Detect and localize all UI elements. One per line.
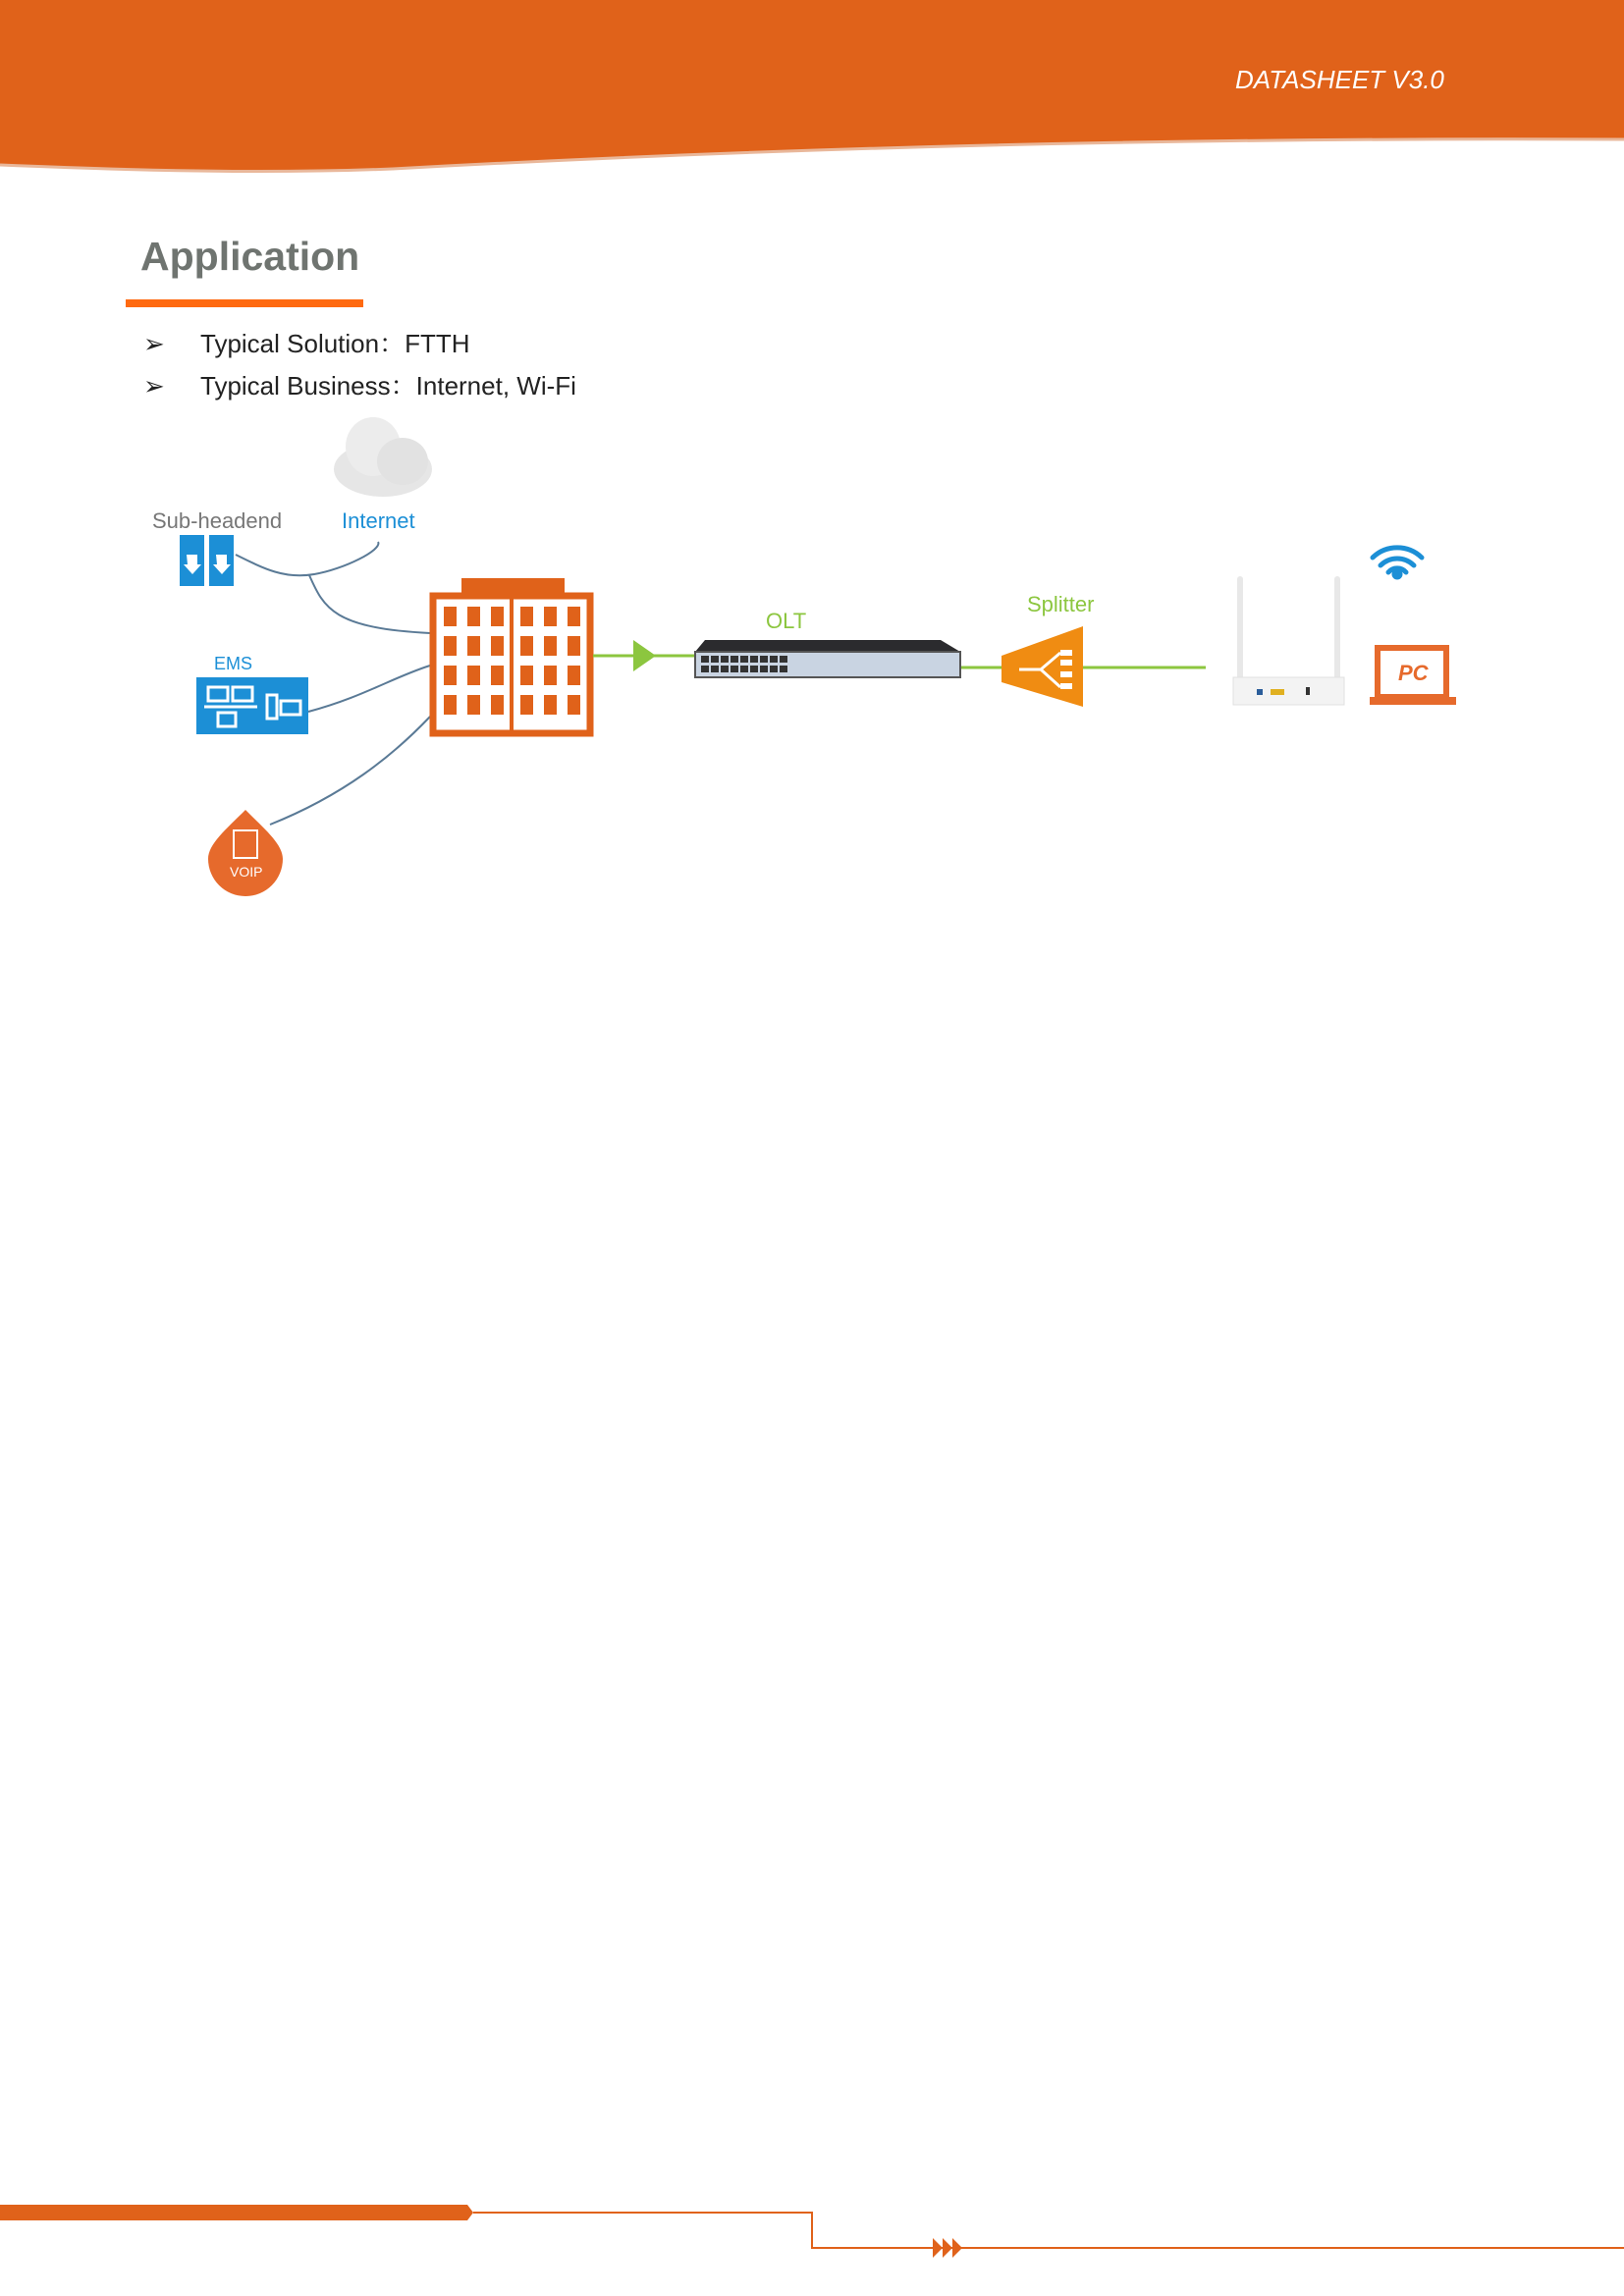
building-window (520, 695, 533, 715)
olt-port (760, 656, 768, 663)
olt-device (695, 640, 960, 677)
arrow-bullet-icon: ➢ (143, 371, 165, 400)
building-window (491, 666, 504, 685)
server-icon (180, 535, 234, 586)
olt-port (711, 656, 719, 663)
title-underline (126, 299, 363, 307)
olt-port (701, 666, 709, 672)
footer-decoration (0, 2205, 1624, 2258)
olt-port (770, 656, 778, 663)
building-window (520, 607, 533, 626)
section-title: Application (140, 234, 360, 279)
wifi-icon (1373, 548, 1422, 577)
building-window (544, 695, 557, 715)
bullet-typical-solution: ➢ Typical Solution：FTTH (143, 329, 470, 358)
building-window (444, 695, 457, 715)
building-window (568, 636, 580, 656)
building-window (544, 666, 557, 685)
datasheet-version: DATASHEET V3.0 (1235, 65, 1444, 94)
building-window (444, 666, 457, 685)
olt-port (760, 666, 768, 672)
olt-port (780, 656, 787, 663)
label-ems: EMS (214, 654, 253, 673)
building-window (520, 636, 533, 656)
label-olt: OLT (766, 609, 807, 633)
building-window (467, 666, 480, 685)
building-window (568, 695, 580, 715)
arrow-bullet-icon: ➢ (143, 329, 165, 358)
olt-port (731, 656, 738, 663)
olt-port (731, 666, 738, 672)
olt-port (770, 666, 778, 672)
building-window (568, 607, 580, 626)
label-splitter: Splitter (1027, 592, 1095, 616)
building-window (467, 636, 480, 656)
building-window (544, 636, 557, 656)
ems-icon (196, 677, 308, 734)
olt-port (750, 656, 758, 663)
olt-port (780, 666, 787, 672)
building-window (444, 636, 457, 656)
label-sub-headend: Sub-headend (152, 508, 283, 533)
olt-port (750, 666, 758, 672)
olt-port (721, 666, 729, 672)
label-internet: Internet (342, 508, 415, 533)
router-device (1233, 576, 1344, 705)
building-window (491, 695, 504, 715)
olt-port (721, 656, 729, 663)
building-window (467, 607, 480, 626)
building-window (544, 607, 557, 626)
olt-port (740, 666, 748, 672)
building-icon (433, 578, 590, 733)
building-window (444, 607, 457, 626)
label-voip: VOIP (230, 864, 263, 880)
voip-icon (208, 810, 283, 896)
building-window (520, 666, 533, 685)
splitter-icon (1001, 626, 1083, 707)
building-window (491, 607, 504, 626)
cloud-icon (334, 417, 432, 497)
building-window (491, 636, 504, 656)
bullet-typical-business: ➢ Typical Business：Internet, Wi-Fi (143, 371, 576, 400)
olt-port (740, 656, 748, 663)
building-window (467, 695, 480, 715)
olt-port (701, 656, 709, 663)
olt-port (711, 666, 719, 672)
label-pc: PC (1398, 661, 1429, 685)
building-window (568, 666, 580, 685)
